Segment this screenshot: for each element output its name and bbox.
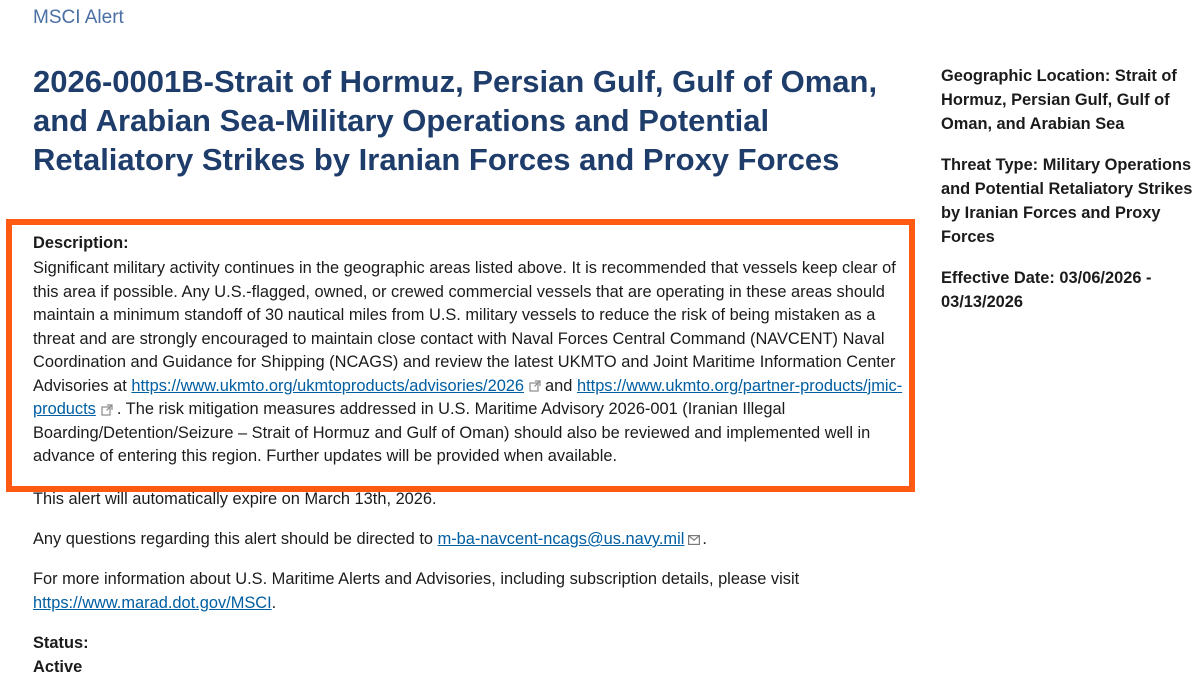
alert-details-sidebar	[941, 64, 1200, 331]
status-label: Status:	[33, 634, 89, 652]
questions-label: Any questions regarding this alert should be directed to	[33, 530, 438, 548]
geographic-location: Geographic Location: Strait of Hormuz, Persian Gulf, Gulf of Oman, and Arabian Sea	[941, 67, 1177, 133]
questions-end: .	[702, 530, 707, 548]
description-text	[33, 257, 903, 469]
external-link-icon	[101, 404, 113, 416]
description-text-part2: . The risk mitigation measures addressed in U.S. Maritime Advisory 2026-001 (Iranian Illegal Boarding/Detention/Seizure – Strait of Hormuz and Gulf of Oman) should also be reviewed and implemented well in advance of entering this region. Further updates will be provided when available.	[33, 400, 871, 465]
description-and: and	[545, 376, 573, 395]
msci-link[interactable]: https://www.marad.dot.gov/MSCI	[33, 593, 272, 612]
contact-email-link[interactable]: m-ba-navcent-ncags@us.navy.mil	[437, 530, 685, 548]
expire-text: This alert will automatically expire on March 13th, 2026.	[33, 490, 437, 508]
description-label: Description:	[33, 234, 129, 252]
page-title: 2026-0001B-Strait of Hormuz, Persian Gulf, Gulf of Oman, and Arabian Sea-Military Operations and Potential Retaliatory Strikes by Iranian Forces and Proxy Forces	[33, 64, 878, 177]
breadcrumb[interactable]: MSCI Alert	[33, 7, 124, 28]
effective-date: Effective Date: 03/06/2026 - 03/13/2026	[941, 269, 1152, 311]
jmic-products-link[interactable]: https://www.ukmto.org/partner-products/jmic-products	[33, 376, 903, 418]
threat-type: Threat Type: Military Operations and Potential Retaliatory Strikes by Iranian Forces and Proxy Forces	[941, 156, 1193, 246]
questions-text	[33, 528, 903, 552]
external-link-icon	[529, 380, 541, 392]
ukmto-advisories-link[interactable]: https://www.ukmto.org/ukmtoproducts/advisories/2026	[131, 376, 525, 395]
description-text-part1: Significant military activity continues in the geographic areas listed above. It is recommended that vessels keep clear of this area if possible. Any U.S.-flagged, owned, or crewed commercial vessels that are operating in these areas should maintain a minimum standoff of 30 nautical miles from U.S. military vessels to reduce the risk of being mistaken as a threat and are strongly encouraged to maintain close contact with Naval Forces Central Command (NAVCENT) Naval Coordination and Guidance for Shipping (NCAGS) and review the latest UKMTO and Joint Maritime Information Center Advisories at	[33, 259, 896, 395]
mail-icon	[688, 535, 700, 545]
more-info-text	[33, 568, 903, 615]
more-info-end: .	[271, 593, 277, 612]
more-info-label: For more information about U.S. Maritime Alerts and Advisories, including subscription details, please visit	[33, 570, 800, 588]
status-value: Active	[33, 658, 83, 676]
